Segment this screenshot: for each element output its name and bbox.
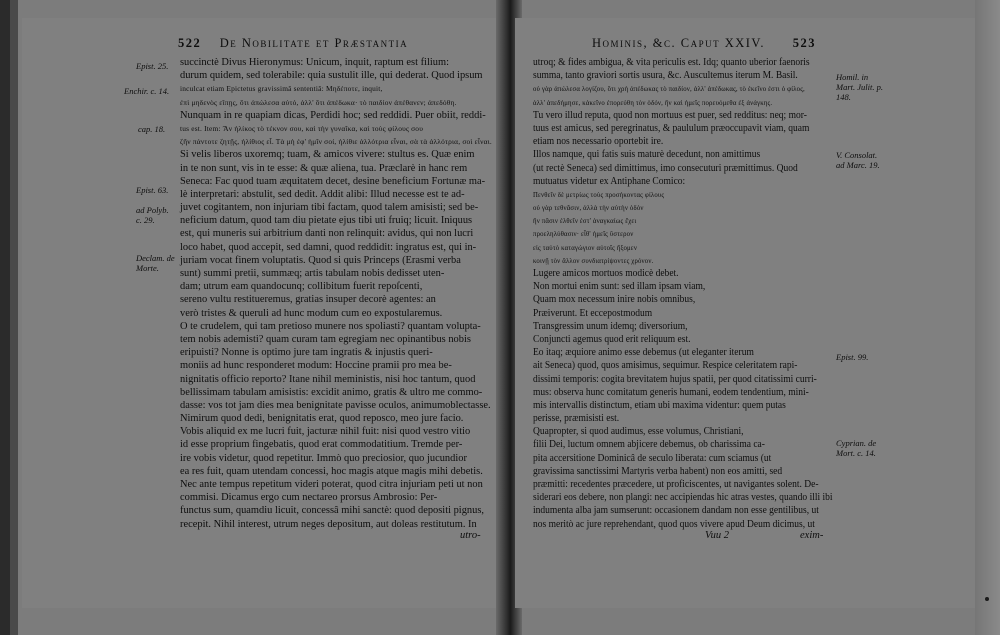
text-line: Transgressim unum idemq; diversorium,	[533, 320, 688, 332]
text-line: moniis ad hunc responderet modum: Hoccine pramii pro mea be-	[180, 360, 452, 372]
text-line: Nec ante tempus repetitum videri poterat, quod citra injuriam peti ut non	[180, 479, 483, 490]
left-running-title: De Nobilitate et Præstantia	[219, 36, 409, 50]
specks	[985, 597, 989, 601]
text-line: ire vobis videtur, quod repetitur. Immò quo preciosior, quo jucundior	[180, 452, 467, 464]
text-line: ea res fuit, quam utendam concessi, hoc magis atque magis mihi debetis.	[180, 465, 483, 477]
signature-mark: Vuu 2	[705, 530, 730, 541]
text-line: juriam vocat finem voluptatis. Quod si quis Princeps (Erasmi verba	[180, 254, 461, 266]
text-line: præmitti: recedentes præcedere, ut proficiscentes, ut navigantes solent. De-	[533, 479, 819, 490]
text-line: Si velis liberos uxoremq; tuam, & amicos vivere: stultus es. Quæ enim	[180, 149, 475, 161]
text-line: Quam mox necessum inire nobis omnibus,	[533, 294, 696, 306]
text-line: bellissimam tabulam amisistis: excidit animo, gratis & ultro me commo-	[180, 386, 483, 398]
text-line: functus sum, quamdiu licuit, concessâ mihi sanctè: quod depositi pignus,	[180, 505, 485, 517]
text-line: inculcat etiam Epictetus gravissimâ sententiâ: Μηδέποτε, inquit,	[180, 84, 383, 94]
left-page-number: 522	[178, 36, 202, 50]
text-line: ait Seneca) quod, quos amisimus, sequimur. Respice celeritatem rapi-	[533, 360, 798, 372]
text-line: προεληλύθασιν· εἶθ' ἡμεῖς ὕστερον	[533, 229, 634, 239]
text-line: O te crudelem, qui tam pretioso munere nos spoliasti? quantam volupta-	[180, 320, 481, 332]
text-line: id esse proprium fingebatis, quod erat commodatitium. Tremde per-	[180, 439, 463, 451]
text-line: Nimirum quod dedi, benignitatis erat, quod reposco, meo jure facio.	[180, 413, 464, 425]
text-line: etiam nos necessario oportebit ire.	[533, 136, 664, 148]
right-catchword: exim-	[800, 530, 824, 541]
text-line: οὐ γὰρ ἀπώλεσα λογίζου, ὅτι χρὴ ἀπέδωκας τὸ παιδίον, ἀλλ' ἀπέδωκας, τὸ ἐκεῖνο ἐστι ὁ φίλος,	[533, 84, 805, 94]
margin-note: Epist. 63.	[136, 185, 169, 195]
text-line: pita accersitione Dominicâ de seculo liberata: cum sciamus (ut	[533, 452, 772, 464]
text-line: neficium datum, quod tam diu pietate ejus tibi uti fruiq; licuit. Iniquus	[180, 215, 473, 227]
book-edge	[0, 0, 10, 635]
right-running-head	[592, 36, 816, 51]
text-line: nos meritò ac jure reprehendant, quod quos vivere apud Deum dicimus, ut	[533, 518, 815, 530]
right-running-title: Hominis, &c. Caput XXIV.	[592, 36, 765, 50]
text-line: Conjuncti agemus quod erit reliquum est.	[533, 333, 691, 345]
text-line: nignitatis officio reporto? Itane nihil meministis, nisi hoc tantum, quod	[180, 373, 476, 385]
margin-note: Epist. 25.	[136, 61, 169, 71]
page-edge-right	[975, 0, 1000, 635]
text-line: Præiverunt. Et eccepostmodum	[533, 307, 653, 319]
text-line: utroq; & fides ambigua, & vita periculis est. Idq; quanto uberior faenoris	[533, 57, 810, 68]
text-line: sereno vultu restitueremus, gratias insuper decorè agentes: an	[180, 294, 436, 306]
text-line: tus est. Item: Ἂν ἡλίκος τὸ τέκνον σου, καὶ τὴν γυναῖκα, καὶ τοὺς φίλους σου	[180, 123, 424, 133]
text-line: κοινῇ τὸν ἄλλον συνδιατρίψοντες χρόνον.	[533, 255, 654, 265]
text-line: Lugere amicos mortuos modicè debet.	[533, 268, 679, 279]
text-line: perisse, præmisisti est.	[533, 413, 620, 425]
margin-note: Homil. in Mart. Julit. p. 148.	[836, 72, 883, 102]
text-line: loco habet, quod accepit, sed damni, quod reddidit: ingratus est, qui in-	[180, 241, 477, 253]
text-line: indumenta alba jam sumserunt: occasionem dandam non esse gentilibus, ut	[533, 505, 819, 517]
text-line: tem nobis ademisti? quam curam tam egregiam nec opinantibus nobis	[180, 333, 471, 345]
text-line: Πενθεῖν δὲ μετρίως τοὺς προσήκοντας φίλους	[533, 189, 665, 199]
margin-note: V. Consolat. ad Marc. 19.	[836, 150, 880, 170]
text-line: Quapropter, si quod audimus, esse volumus, Christiani,	[533, 426, 744, 438]
text-line: siderari eos debere, non plangi: nec accipiendas hic atras vestes, quando illi ibi	[533, 492, 833, 504]
text-line: (ut rectè Seneca) sed dimittimus, imo consecuturi præmittimus. Quod	[533, 162, 798, 174]
text-line: ἐπὶ μηδενὸς εἴπῃς, ὅτι ἀπώλεσα αὐτό, ἀλλ' ὅτι ἀπέδωκα· τὸ παιδίον ἀπέθανεν; ἀπεδόθη.	[180, 97, 457, 107]
text-line: ἀλλ' ἀπεδήμησε, κἀκεῖνο ἐπορεύθη τὸν ὁδόν, ἣν καὶ ἡμεῖς πορευόμεθα ἐξ ἀνάγκης.	[533, 97, 773, 107]
text-line: est, qui muneris sui arbitrium danti non relinquit: avidus, qui non lucri	[180, 228, 474, 240]
margin-note: Enchir. c. 14.	[124, 86, 170, 96]
text-line: οὐ γὰρ τεθνᾶσιν, ἀλλὰ τὴν αὐτὴν ὁδὸν	[533, 203, 644, 213]
text-line: filii Dei, luctum omnem abjicere debemus, ob charissima ca-	[533, 439, 765, 451]
text-line: dasse: vos tot jam dies mea benignitate pavisse oculos, animumoblectasse.	[180, 399, 491, 411]
right-page-number: 523	[792, 36, 816, 50]
text-line: commisi. Dicamus ergo cum nectareo prorsus Ambrosio: Per-	[180, 492, 438, 504]
left-catchword: utro-	[460, 530, 481, 541]
text-line: Illos namque, qui fatis suis maturè decedunt, non amittimus	[533, 149, 761, 161]
text-line: mutuatus videtur ex Antiphane Comico:	[533, 175, 686, 187]
text-line: summa, tanto graviori sortis usura, &c. Auscultemus iterum M. Basil.	[533, 70, 798, 82]
margin-note: Cyprian. de Mort. c. 14.	[836, 438, 877, 458]
text-line: mis intervallis distinctum, etiam ubi maxima videntur: quem putas	[533, 399, 786, 411]
margin-note: cap. 18.	[138, 124, 166, 134]
text-line: lè interpretari: abstulit, sed dedit. Addit alibi: Illud necesse est te ad-	[180, 188, 465, 200]
margin-note: Epist. 99.	[836, 352, 869, 362]
text-line: verò tristes & queruli ad hunc modum cum eo expostularemus.	[180, 307, 443, 319]
text-line: tuus est amicus, sed peregrinatus, & paululum præoccupavit viam, quam	[533, 122, 810, 134]
text-line: gravissima sanctissimi Martyris verba habent) non eos amitti, sed	[533, 465, 783, 477]
text-line: eripuisti? Nonne is optimo jure tam ingratis & injustis queri-	[180, 347, 433, 359]
text-line: εἰς ταὐτὸ καταγώγιον αὐτοῖς ἥξομεν	[533, 242, 638, 252]
text-line: mus: observa hunc comitatum generis humani, eodem tendentium, mini-	[533, 386, 809, 398]
text-line: Nunquam in re quapiam dicas, Perdidi hoc; sed reddidi. Puer obiit, reddi-	[180, 109, 486, 121]
text-line: succinctè Divus Hieronymus: Unicum, inquit, raptum est filium:	[180, 57, 449, 68]
text-line: in te non sunt, vis in te esse: & quæ aliena, tua. Præclarè in hanc rem	[180, 162, 468, 174]
margin-note: ad Polyb. c. 29.	[136, 205, 169, 225]
text-line: juvet cogitantem, non injuriam tibi factam, quod talem amisisti; sed be-	[180, 202, 479, 214]
text-line: Tu vero illud reputa, quod non mortuus est puer, sed redditus: neq; mor-	[533, 109, 807, 121]
text-line: recepit. Nihil interest, utrum neges depositum, aut doleas restitutum. In	[180, 518, 477, 530]
margin-note: Declam. de Morte.	[136, 253, 175, 273]
text-line: Vobis aliquid ex me lucri fuit, jacturæ nihil fuit: nisi quod vestro vitio	[180, 426, 471, 438]
text-line: dissimi temporis: cogita brevitatem hujus spatii, per quod citatissimi curri-	[533, 373, 817, 385]
right-text-block	[533, 56, 867, 531]
text-line: ζῆν πάντοτε ζητῇς, ἠλίθιος εἶ. Τὰ μὴ ἐφ' ἡμῖν σοί, ἠλίθιε ἀλλότρια εἶναι, σὰ τὰ ἀλλότρια, σοὶ εἶναι.	[180, 137, 492, 147]
text-line: dam; utrum eam quandocunq; collibitum fuerit repoſcenti,	[180, 281, 423, 293]
text-line: Non mortui enim sunt: sed illam ipsam viam,	[533, 281, 706, 293]
left-text-block	[180, 56, 497, 531]
text-line: sunt) summi pretii, summæq; artis tabulam nobis dedisset uten-	[180, 268, 445, 279]
text-line: Eo itaq; æquiore animo esse debemus (ut eleganter iterum	[533, 347, 754, 359]
text-line: ἣν πᾶσιν ἐλθεῖν ἐστ' ἀναγκαίως ἔχει	[533, 216, 637, 226]
text-line: Seneca: Fac quod tuam æquitatem decet, desine beneficium Fortunæ ma-	[180, 175, 486, 187]
book-edge-shadow	[10, 0, 18, 635]
text-line: durum quidem, sed tolerabile: quia sustulit ille, qui dederat. Quod ipsum	[180, 70, 483, 82]
left-running-head	[178, 36, 408, 51]
